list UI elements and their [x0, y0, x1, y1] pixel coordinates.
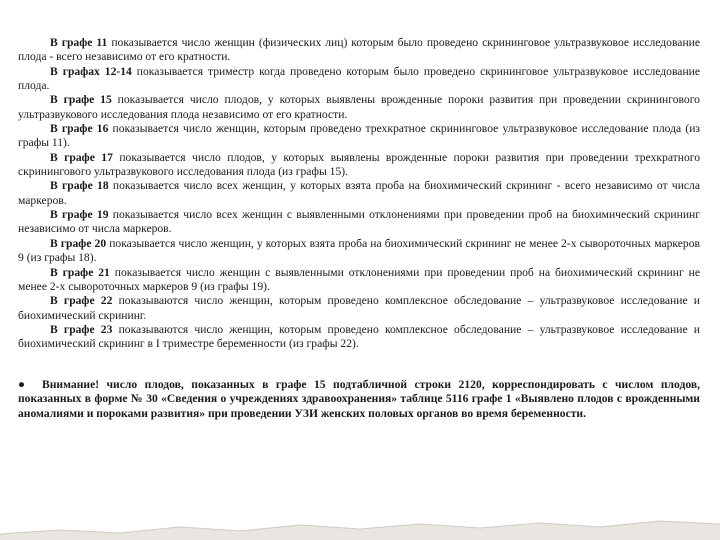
paragraph-lead: В графе 20: [50, 236, 107, 250]
paragraph: [18, 93, 700, 122]
paragraph-lead: В графах 12-14: [50, 64, 132, 78]
paragraph-text: показываются число женщин, которым проведено комплексное обследование – ультразвуковое исследование и биохимический скрининг в I триместре беременности (из графы 22).: [18, 322, 700, 351]
paragraph-text: показывается число плодов, у которых выявлены врожденные пороки развития при проведении скринингового ультразвукового исследования плода независимо от его кратности.: [18, 93, 700, 121]
paragraph-text: показывается число плодов, у которых выявлены врожденные пороки развития при проведении трехкратного скринингового ультразвукового исследования плода (из графы 15).: [18, 150, 700, 179]
paragraph-lead: В графе 11: [50, 36, 108, 49]
bullet-icon: ●: [18, 377, 26, 391]
paragraph: [18, 151, 700, 180]
paragraph-text: показывается триместр когда проведено которым было проведено скрининговое ультразвуковое исследование плода.: [18, 64, 700, 93]
paragraph: [18, 323, 700, 352]
paragraph: [18, 179, 700, 208]
section-gap: [18, 352, 700, 378]
paragraph-lead: В графе 23: [50, 322, 113, 336]
paragraph-text: показывается число женщин, у которых взята проба на биохимический скрининг не менее 2-х сывороточных маркеров 9 (из графы 18).: [18, 236, 700, 265]
paragraph-list: [18, 36, 700, 352]
paragraph-text: показывается число женщин (физических лиц) которым было проведено скрининговое ультразвуковое исследование плода - всего независимо от его кратности.: [18, 36, 701, 64]
paragraph-lead: В графе 19: [50, 208, 109, 222]
paragraph-text: показываются число женщин, которым проведено комплексное обследование – ультразвуковое исследование и биохимический скрининг.: [18, 294, 700, 322]
paragraph: [18, 237, 700, 266]
paragraph-text: показывается число всех женщин с выявленными отклонениями при проведении проб на биохимический скрининг независимо от числа маркеров.: [18, 208, 700, 236]
paragraph: [18, 122, 700, 151]
paragraph-lead: В графе 15: [50, 93, 112, 107]
paragraph-lead: В графе 21: [50, 265, 110, 279]
paragraph: [18, 266, 700, 295]
torn-edge-decoration: [0, 494, 720, 540]
document-page: [18, 36, 700, 421]
paragraph-text: показывается число женщин с выявленными отклонениями при проведении проб на биохимический скрининг не менее 2-х сывороточных маркеров 9 (из графы 19).: [18, 265, 700, 293]
paragraph: [18, 294, 700, 323]
paragraph-text: показывается число всех женщин, у которых взята проба на биохимический скрининг - всего независимо от числа маркеров.: [18, 179, 700, 207]
paragraph: [18, 36, 700, 65]
paragraph: [18, 65, 700, 94]
paragraph-lead: В графе 17: [50, 150, 113, 164]
attention-note-text: Внимание! число плодов, показанных в графе 15 подтабличной строки 2120, корреспондировать с числом плодов, показанных в форме № 30 «Сведения о учреждениях здравоохранения» таблице 5116 графе 1 «Выявлено плодов с врожденными аномалиями и пороками развития» при проведении УЗИ женских половых органов во время беременности.: [18, 377, 700, 420]
attention-note: [18, 378, 700, 422]
paragraph-text: показывается число женщин, которым проведено трехкратное скрининговое ультразвуковое исследование плода (из графы 11).: [18, 122, 700, 150]
paragraph-lead: В графе 18: [50, 179, 109, 193]
paragraph-lead: В графе 22: [50, 294, 113, 308]
paragraph: [18, 208, 700, 237]
paragraph-lead: В графе 16: [50, 122, 109, 136]
